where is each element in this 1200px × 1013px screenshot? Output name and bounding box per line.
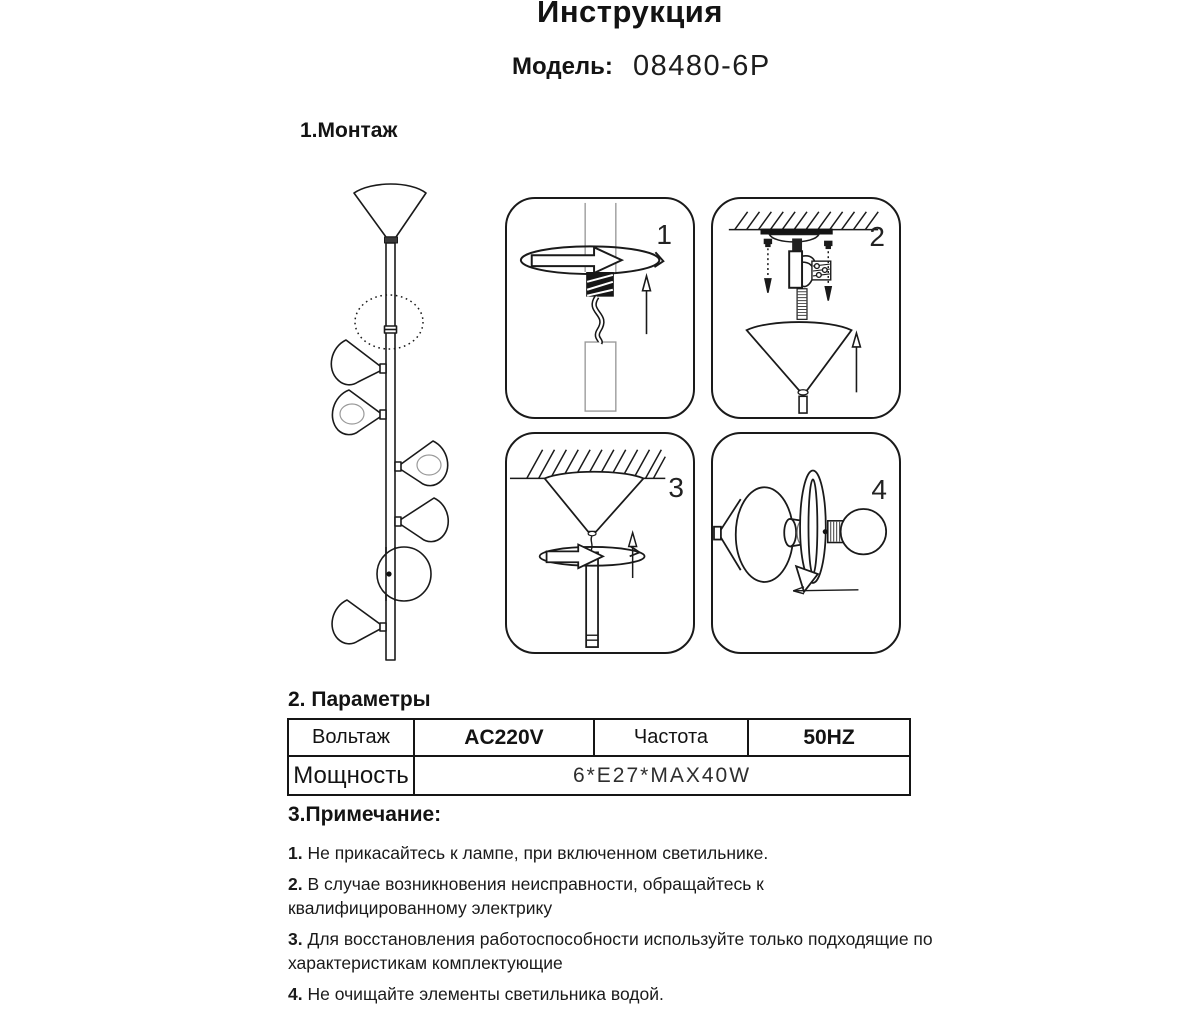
param-voltage-value: AC220V [414, 719, 594, 756]
lamp-top-cone [354, 184, 426, 237]
nipple [798, 390, 808, 395]
note-number: 4. [288, 984, 303, 1004]
lamp-diagram [325, 180, 465, 685]
step-number: 3 [668, 472, 684, 503]
lamp-top-collar [385, 237, 398, 243]
note-text: Не очищайте элементы светильника водой. [307, 984, 664, 1004]
note-text: Не прикасайтесь к лампе, при включенном светильнике. [307, 843, 769, 863]
note-item-2 [288, 872, 938, 920]
step4-bulb-insert-diagram [713, 434, 899, 652]
notes-list [288, 841, 938, 1013]
param-voltage-label: Вольтаж [288, 719, 414, 756]
section-montage-heading: 1.Монтаж [300, 119, 398, 142]
step-number: 4 [871, 474, 887, 505]
montage-step-panel-3 [505, 432, 695, 654]
section-parameters-heading: 2. Параметры [288, 688, 431, 711]
param-power-value: 6*E27*MAX40W [414, 756, 910, 795]
param-frequency-value: 50HZ [748, 719, 910, 756]
note-text: Для восстановления работоспособности используйте только подходящие по характеристикам комплектующие [288, 929, 933, 973]
rotate-arrow-head [532, 247, 622, 273]
section-notes-heading: 3.Примечание: [288, 803, 442, 826]
note-item-3 [288, 927, 938, 975]
pole [586, 552, 598, 647]
page-title: Инструкция [537, 0, 723, 29]
montage-step-panel-2 [711, 197, 901, 419]
note-number: 2. [288, 874, 303, 894]
param-frequency-label: Частота [594, 719, 748, 756]
mounting-plate [760, 229, 832, 235]
step-number: 1 [656, 219, 672, 250]
threaded-rod [797, 289, 807, 320]
note-text: В случае возникновения неисправности, обращайтесь к квалифицированному электрику [288, 874, 764, 918]
coupler [792, 238, 802, 251]
montage-step-panel-1 [505, 197, 695, 419]
nipple [588, 531, 596, 535]
pole-stub [799, 396, 807, 413]
note-number: 1. [288, 843, 303, 863]
screw-left [764, 239, 771, 292]
wire [591, 536, 592, 551]
cone-shade [747, 322, 852, 390]
socket-hole [784, 519, 796, 547]
montage-step-panel-4 [711, 432, 901, 654]
light-bulb [823, 509, 886, 554]
note-item-1 [288, 841, 938, 865]
bracket [789, 251, 802, 287]
param-power-label: Мощность [288, 756, 414, 795]
up-arrow [853, 333, 861, 392]
step-number: 2 [869, 221, 885, 252]
note-number: 3. [288, 929, 303, 949]
shade-apex [714, 527, 721, 540]
up-arrow [643, 276, 651, 334]
step3-pole-to-shade-diagram [507, 434, 693, 652]
ceiling-hatch [729, 212, 878, 230]
parameters-table [287, 718, 911, 796]
model-label: Модель: [512, 53, 613, 80]
rotate-ribbon-inner [808, 479, 817, 574]
note-item-4 [288, 982, 938, 1006]
cone-shade [545, 472, 644, 532]
model-value: 08480-6P [633, 50, 771, 82]
left-arrow [793, 587, 858, 594]
